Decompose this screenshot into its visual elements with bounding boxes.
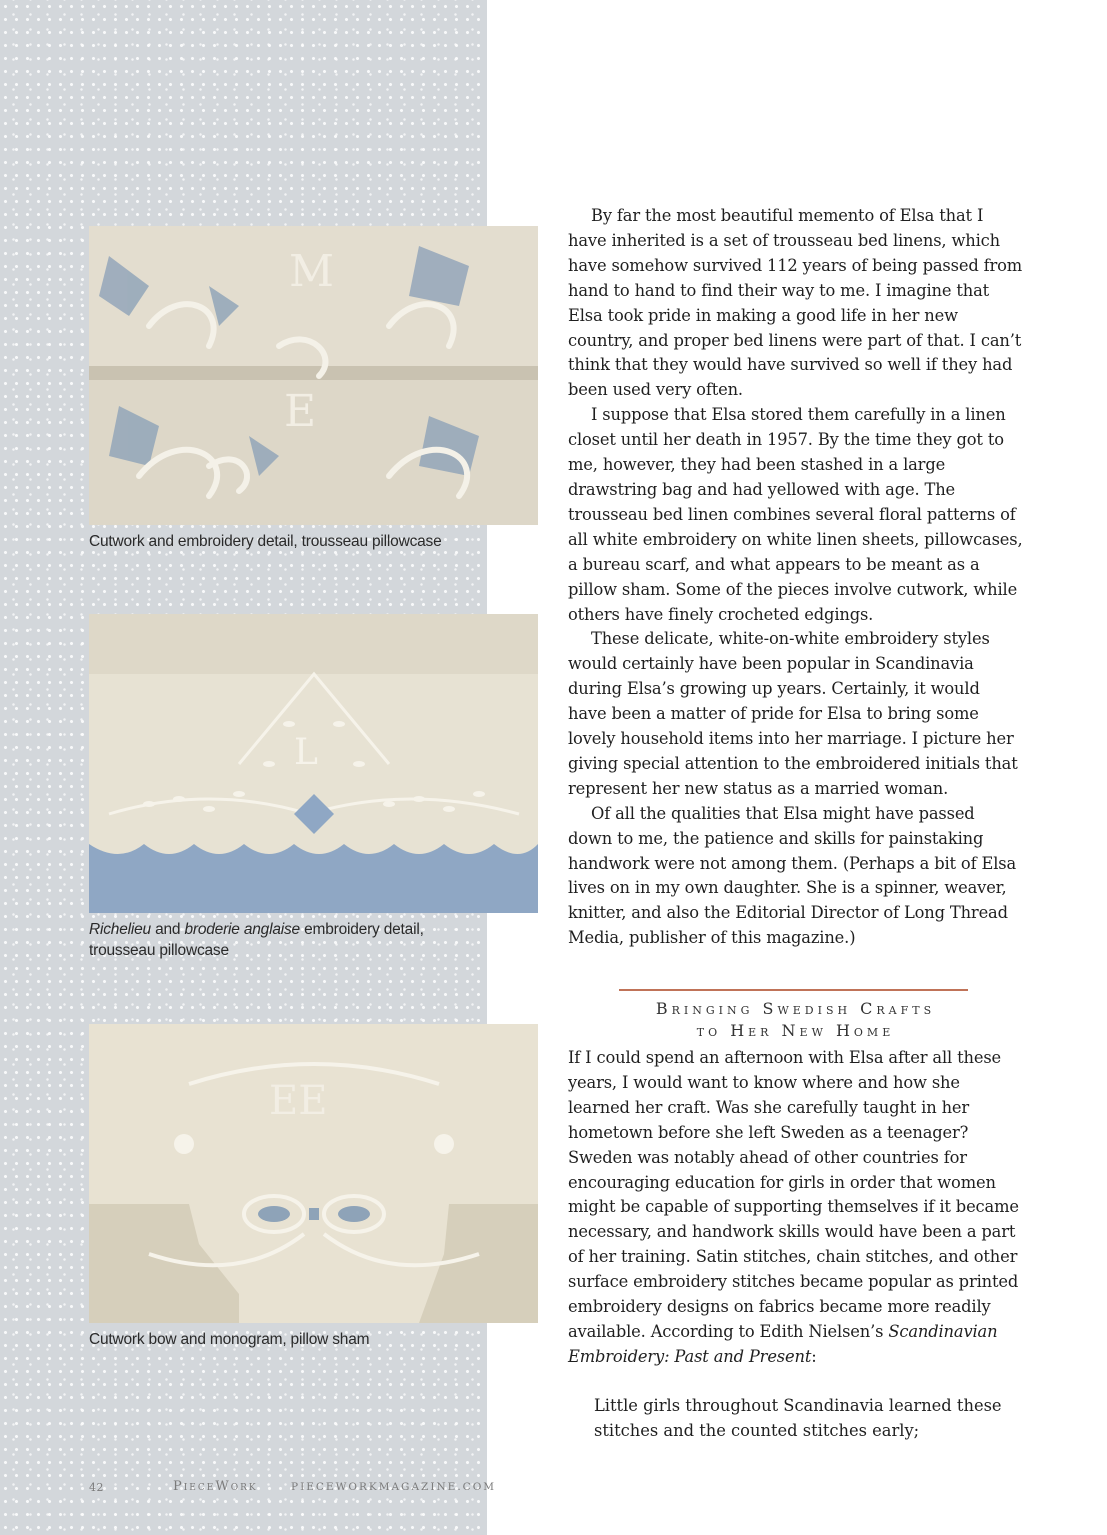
article-paragraph: By far the most beautiful memento of Elsa that I have inherited is a set of trousseau bed linens, which have somehow survived 112 years of being passed from hand to hand to find their way to me. I imagine that Elsa took pride in making a good life in her new country, and proper bed linens were part of that. I can’t think that they would have survived so well if they had been used very often. — [568, 206, 1023, 400]
section-heading-line1: Bringing Swedish Crafts — [655, 999, 936, 1018]
caption-photo2 — [89, 919, 469, 961]
svg-text:E: E — [284, 386, 317, 437]
photo-richelieu-embroidery-image — [89, 614, 538, 913]
photo-cutwork-bow-monogram — [89, 1024, 538, 1323]
caption-richelieu: Richelieu — [89, 921, 151, 938]
photo-cutwork-pillowcase — [89, 226, 538, 525]
svg-text:M: M — [289, 246, 335, 297]
section2-text: If I could spend an afternoon with Elsa after all these years, I would want to know where and how she learned her craft. Was she carefully taught in her hometown before she left Sweden as a teenager? Sweden was notably ahead of other countries for encouraging education for girls in order that women might be capable of supporting themselves if it became necessary, and handwork skills would have been a part of her training. Satin stitches, chain stitches, and other surface embroidery stitches became popular as printed embroidery designs on fabrics became more readily available. According to Edith Nielsen’s — [568, 1048, 1019, 1341]
photo-cutwork-pillowcase-image — [89, 226, 538, 525]
block-quote — [594, 1394, 1014, 1444]
caption-photo1: Cutwork and embroidery detail, trousseau pillowcase — [89, 533, 442, 550]
book-title: Scandinavian Embroidery: Past and Present — [568, 1321, 998, 1366]
photo-richelieu-embroidery — [89, 614, 538, 913]
article-paragraph: I suppose that Elsa stored them carefully in a linen closet until her death in 1957. By the time they got to me, however, they had been stashed in a large drawstring bag and had yellowed with age. The trousseau bed linen combines several floral patterns of all white embroidery on white linen sheets, pillowcases, a bureau scarf, and what appears to be meant as a pillow sham. Some of the pieces involve cutwork, while others have finely crocheted edgings. — [568, 405, 1023, 624]
caption-photo3: Cutwork bow and monogram, pillow sham — [89, 1331, 370, 1348]
caption-rest: embroidery detail, trousseau pillowcase — [89, 921, 424, 959]
caption-and: and — [150, 921, 185, 938]
section-divider-rule — [619, 989, 968, 991]
page-number: 42 — [89, 1481, 104, 1494]
article-paragraph: These delicate, white-on-white embroidery styles would certainly have been popular in Scandinavia during Elsa’s growing up years. Certainly, it would have been a matter of pride for Elsa to bring some lovely household items into her marriage. I picture her giving special attention to the embroidered initials that represent her new status as a married woman. — [568, 629, 1018, 798]
svg-text:EE: EE — [269, 1078, 328, 1124]
article-section-2 — [568, 1046, 1023, 1370]
section-heading — [568, 998, 1023, 1042]
photo-cutwork-bow-monogram-image — [89, 1024, 538, 1323]
section-heading-line2: to Her New Home — [696, 1021, 895, 1040]
article-paragraph-section2 — [568, 1046, 1023, 1370]
magazine-url: PIECEWORKMAGAZINE.COM — [291, 1481, 497, 1493]
caption-broderie-anglaise: broderie anglaise — [184, 921, 300, 938]
magazine-name: PieceWork — [173, 1479, 258, 1494]
block-quote-text: Little girls throughout Scandinavia learned these stitches and the counted stitches early; — [594, 1396, 1002, 1440]
svg-text:L: L — [294, 732, 318, 773]
article-section-1 — [568, 204, 1023, 951]
article-paragraph: Of all the qualities that Elsa might have passed down to me, the patience and skills for painstaking handwork were not among them. (Perhaps a bit of Elsa lives on in my own daughter. She is a spinner, weaver, knitter, and also the Editorial Director of Long Thread Media, publisher of this magazine.) — [568, 803, 1017, 948]
section2-end: : — [811, 1346, 817, 1366]
